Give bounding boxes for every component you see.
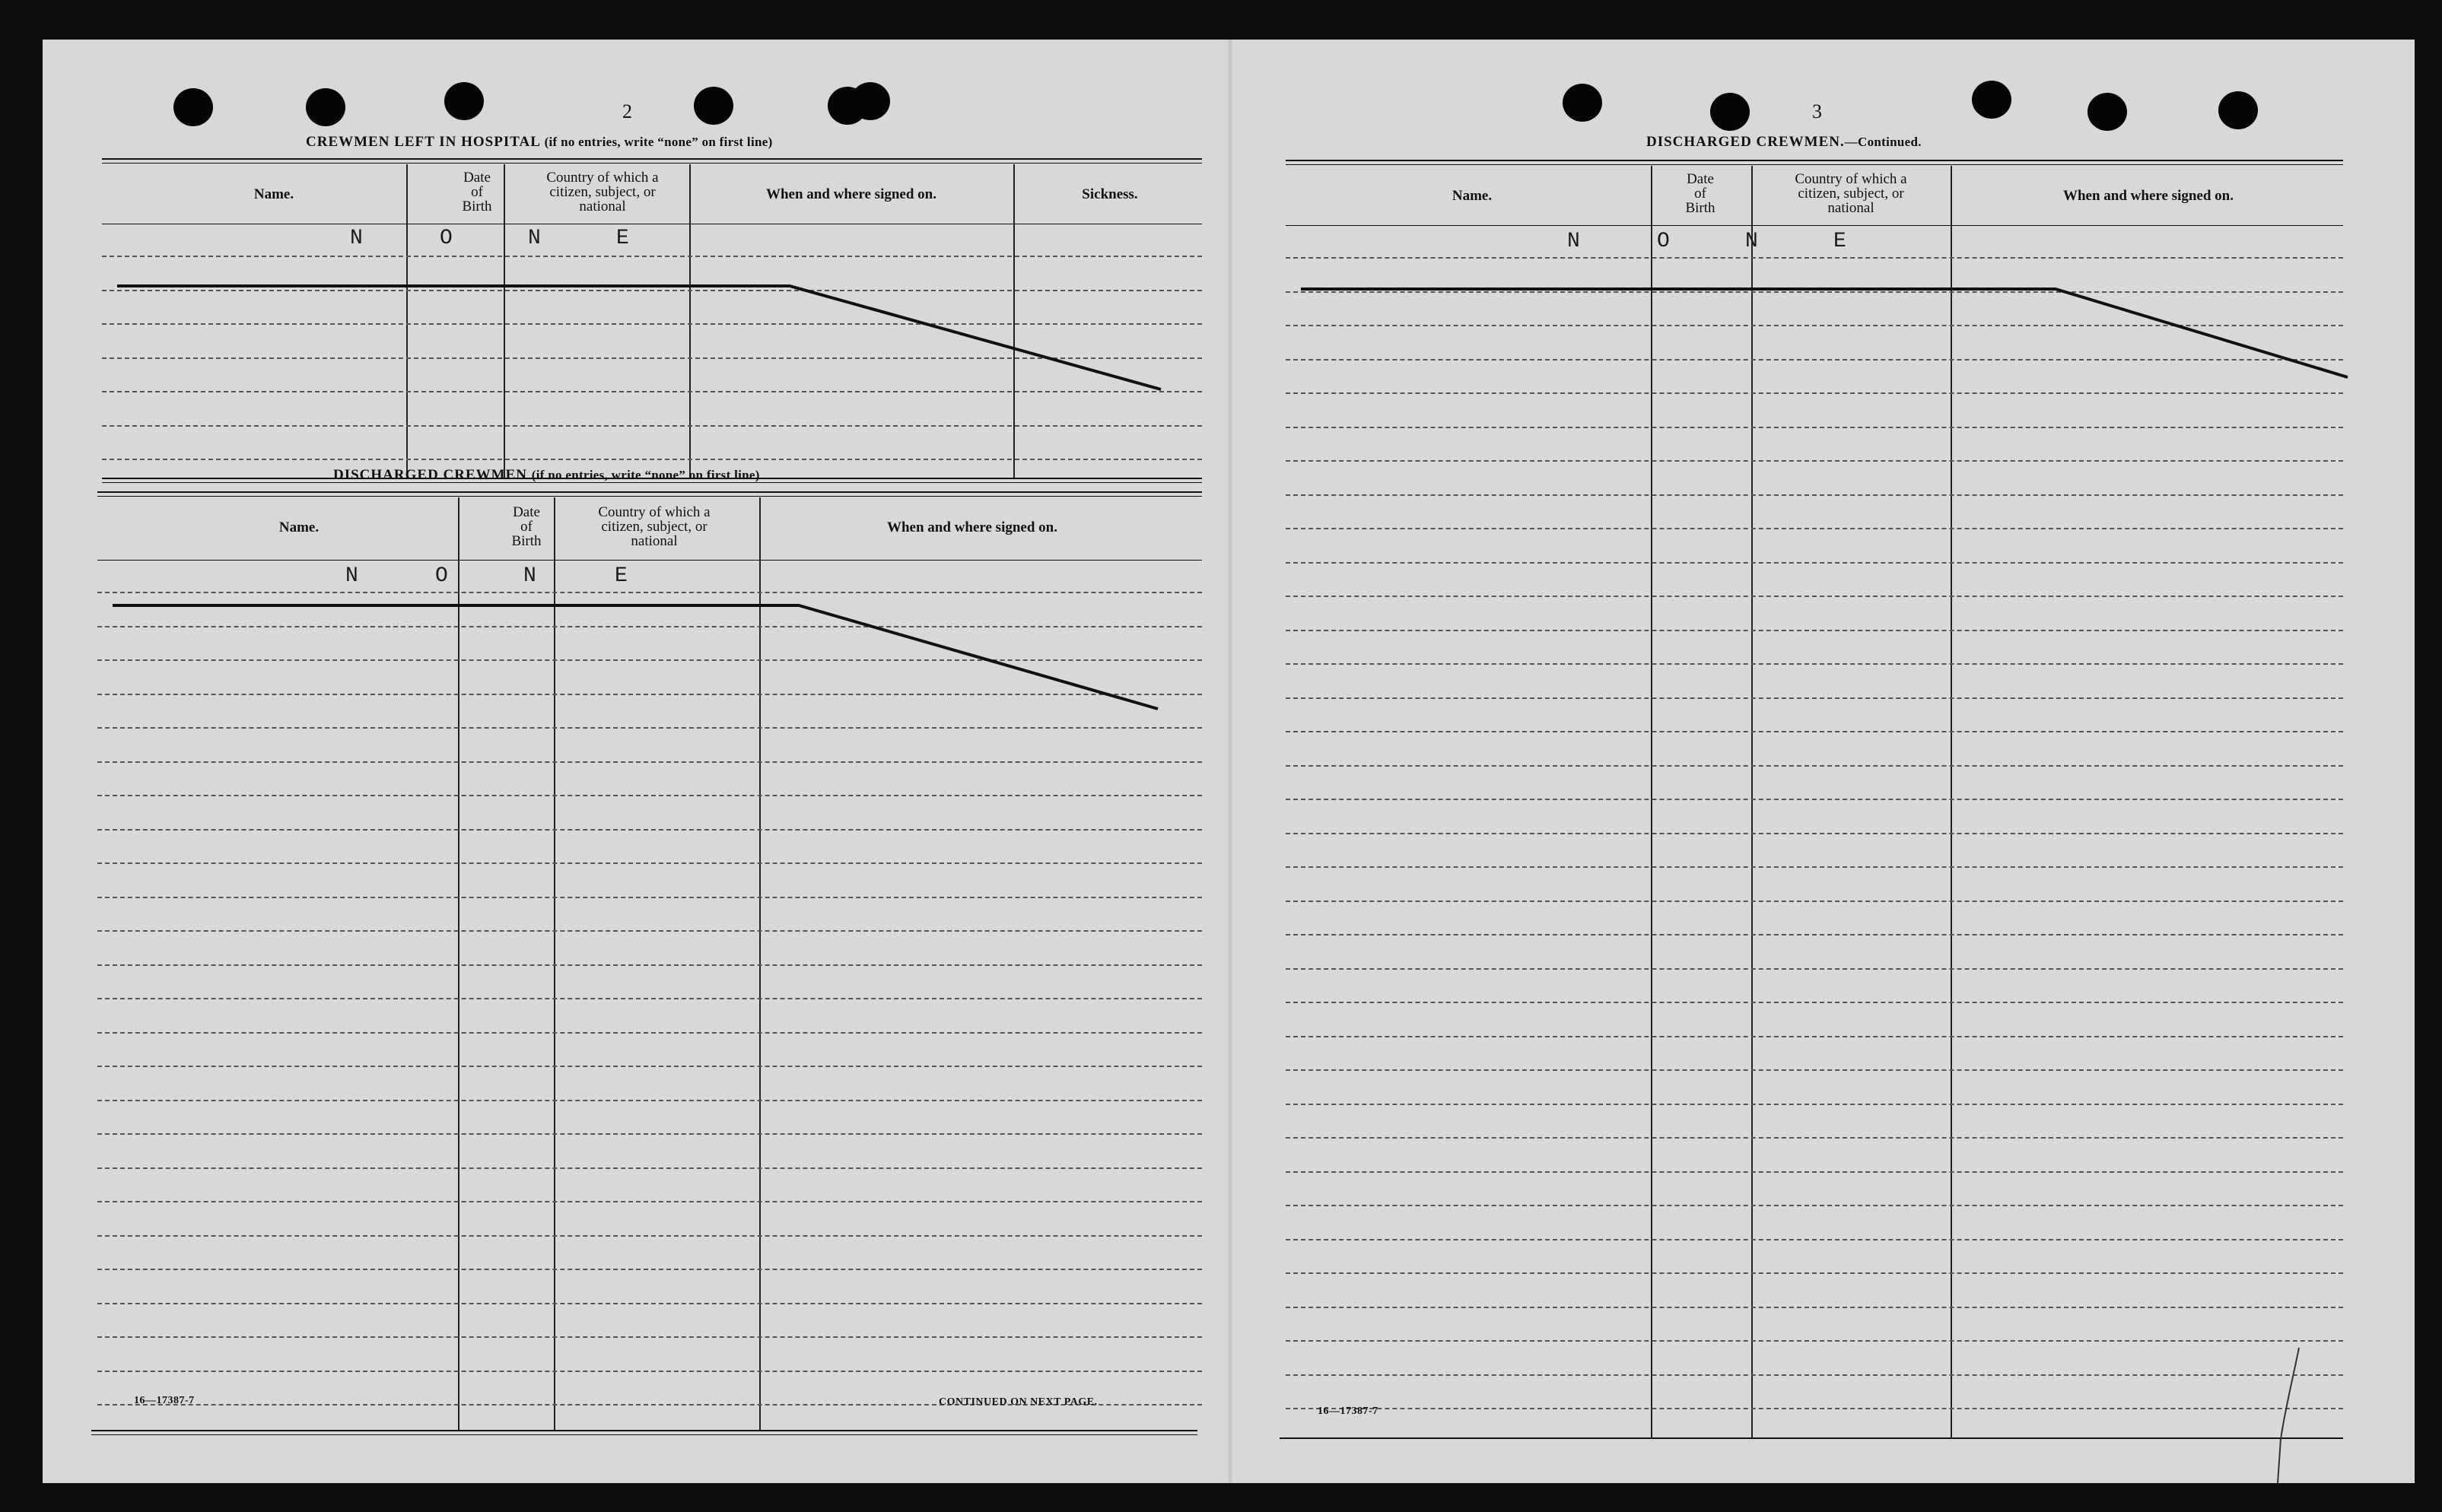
discharged-title-text: DISCHARGED CREWMEN <box>333 467 527 483</box>
document-sheet <box>43 40 2415 1483</box>
right-entry-letter: O <box>1657 230 1670 253</box>
page-tear-mark <box>2278 1348 2299 1483</box>
right-col-dob: Date of Birth <box>1685 171 1715 216</box>
hospital-entry-letter: O <box>440 227 453 250</box>
page-number-right: 3 <box>1812 100 1822 122</box>
discharged-col-name: Name. <box>278 519 320 535</box>
discharged-entry-letter: E <box>615 564 628 588</box>
right-entry-letter: N <box>1567 230 1580 253</box>
discharged-col-country: Country of which a citizen, subject, or national <box>598 504 711 549</box>
form-number-left: 16—17387-7 <box>134 1395 195 1406</box>
right-title-suffix: —Continued. <box>1844 135 1922 149</box>
hospital-col-country: Country of which a citizen, subject, or national <box>546 170 659 214</box>
hospital-entry-letter: E <box>616 227 629 250</box>
right-col-signed: When and where signed on. <box>2062 188 2234 204</box>
discharged-col-signed: When and where signed on. <box>886 519 1057 535</box>
form-number-right: 16—17387-7 <box>1318 1406 1378 1417</box>
discharged-entry-letter: O <box>435 564 448 588</box>
strike-through-marks <box>43 40 2415 1483</box>
hospital-strike-line <box>117 286 1161 389</box>
right-strike-line <box>1301 289 2348 377</box>
discharged-title-note: (if no entries, write “none” on first line) <box>531 468 760 482</box>
right-col-country: Country of which a citizen, subject, or national <box>1795 171 1907 216</box>
hospital-entry-letter: N <box>350 227 363 250</box>
discharged-entry-letter: N <box>345 564 358 588</box>
right-entry-letter: N <box>1745 230 1758 253</box>
hospital-col-name: Name. <box>253 186 294 202</box>
hospital-col-dob: Date of Birth <box>462 170 492 214</box>
discharged-strike-line <box>113 605 1158 709</box>
right-col-name: Name. <box>1452 188 1493 204</box>
discharged-col-dob: Date of Birth <box>511 504 542 549</box>
hospital-entry-letter: N <box>528 227 541 250</box>
hospital-title-text: CREWMEN LEFT IN HOSPITAL <box>306 134 540 150</box>
page-number-left: 2 <box>622 100 632 122</box>
hospital-col-signed: When and where signed on. <box>765 186 936 202</box>
hospital-title-note: (if no entries, write “none” on first line) <box>544 135 773 149</box>
discharged-entry-letter: N <box>523 564 536 588</box>
right-entry-letter: E <box>1833 230 1846 253</box>
right-title-text: DISCHARGED CREWMEN. <box>1646 134 1845 150</box>
hospital-col-sickness: Sickness. <box>1082 186 1138 202</box>
continued-note: CONTINUED ON NEXT PAGE. <box>939 1396 1098 1408</box>
